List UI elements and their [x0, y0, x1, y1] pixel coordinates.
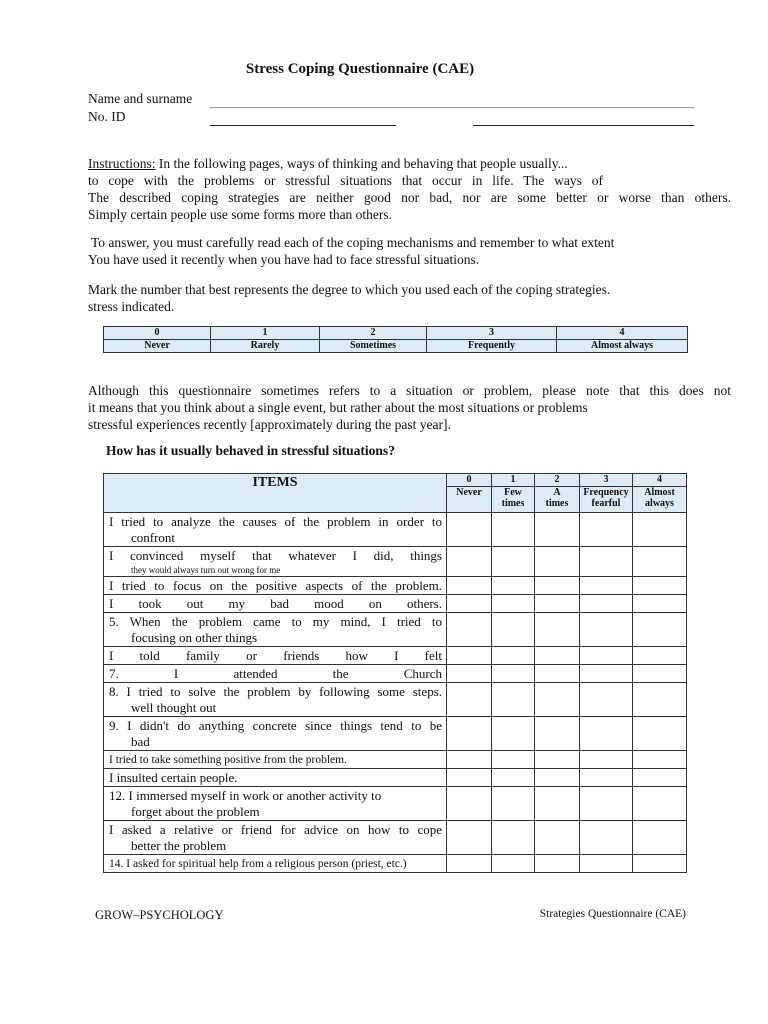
item-line: 8. I tried to solve the problem by following some steps. [109, 684, 442, 699]
note-line: stressful experiences recently [approximately during the past year]. [88, 417, 451, 432]
scale-number: 2 [320, 327, 427, 340]
mark-paragraph [88, 281, 731, 315]
response-cell[interactable] [447, 613, 492, 647]
response-cell[interactable] [580, 665, 633, 683]
table-row [104, 547, 687, 577]
item-line-continued: they would always turn out wrong for me [131, 565, 281, 575]
response-scale-table [103, 326, 688, 353]
response-cell[interactable] [492, 595, 535, 613]
response-cell[interactable] [633, 855, 687, 873]
response-cell[interactable] [447, 821, 492, 855]
item-line: I asked a relative or friend for advice on how to cope [109, 822, 442, 837]
table-row [104, 513, 687, 547]
column-label-line: times [501, 498, 525, 509]
response-cell[interactable] [492, 787, 535, 821]
item-text [104, 613, 447, 647]
item-line: 14. I asked for spiritual help from a religious person (priest, etc.) [109, 858, 407, 870]
item-text [104, 665, 447, 683]
response-cell[interactable] [492, 665, 535, 683]
response-cell[interactable] [447, 513, 492, 547]
item-line: I convinced myself that whatever I did, things [109, 548, 442, 563]
items-body [104, 513, 687, 873]
response-cell[interactable] [447, 717, 492, 751]
response-cell[interactable] [535, 513, 580, 547]
response-cell[interactable] [535, 613, 580, 647]
instructions-line: In the following pages, ways of thinking and behaving that people usually... [155, 156, 568, 171]
response-cell[interactable] [492, 769, 535, 787]
response-cell[interactable] [492, 647, 535, 665]
response-cell[interactable] [447, 751, 492, 769]
response-cell[interactable] [492, 821, 535, 855]
item-line: I tried to analyze the causes of the problem in order to [109, 514, 442, 529]
item-text [104, 513, 447, 547]
column-label-line: always [645, 498, 674, 509]
response-cell[interactable] [535, 595, 580, 613]
answer-paragraph [88, 234, 731, 268]
response-cell[interactable] [633, 821, 687, 855]
column-label [492, 487, 535, 513]
response-cell[interactable] [447, 577, 492, 595]
response-cell[interactable] [633, 613, 687, 647]
column-number: 4 [633, 474, 687, 487]
response-cell[interactable] [535, 577, 580, 595]
response-cell[interactable] [535, 665, 580, 683]
scale-number-row [104, 327, 688, 340]
instructions-label: Instructions: [88, 156, 156, 171]
response-cell[interactable] [447, 595, 492, 613]
response-cell[interactable] [580, 647, 633, 665]
response-cell[interactable] [535, 821, 580, 855]
response-cell[interactable] [492, 683, 535, 717]
response-cell[interactable] [580, 751, 633, 769]
scale-label: Rarely [211, 340, 320, 353]
item-line-continued: forget about the problem [131, 804, 260, 819]
table-row [104, 595, 687, 613]
response-cell[interactable] [492, 577, 535, 595]
scale-number: 3 [427, 327, 557, 340]
instructions-line: Simply certain people use some forms more than others. [88, 207, 393, 222]
response-cell[interactable] [535, 717, 580, 751]
item-text [104, 717, 447, 751]
table-row [104, 769, 687, 787]
response-cell[interactable] [447, 855, 492, 873]
response-cell[interactable] [447, 769, 492, 787]
column-label [580, 487, 633, 513]
note-paragraph [88, 382, 731, 433]
scale-number: 4 [557, 327, 688, 340]
item-line-continued: bad [131, 734, 150, 749]
scale-number: 1 [211, 327, 320, 340]
response-cell[interactable] [580, 577, 633, 595]
response-cell[interactable] [535, 787, 580, 821]
response-cell[interactable] [580, 683, 633, 717]
response-cell[interactable] [580, 513, 633, 547]
response-cell[interactable] [447, 787, 492, 821]
instructions-paragraph [88, 155, 731, 223]
answer-line: You have used it recently when you have had to face stressful situations. [88, 252, 480, 267]
instructions-line: to cope with the problems or stressful situations that occur in life. The ways of [88, 173, 603, 188]
response-cell[interactable] [492, 751, 535, 769]
table-header-row [104, 474, 687, 487]
section-question: How has it usually behaved in stressful situations? [106, 443, 395, 458]
response-cell[interactable] [535, 751, 580, 769]
column-number: 1 [492, 474, 535, 487]
item-line-continued: better the problem [131, 838, 227, 853]
response-cell[interactable] [492, 717, 535, 751]
item-text [104, 647, 447, 665]
response-cell[interactable] [447, 547, 492, 577]
scale-label: Never [104, 340, 211, 353]
table-row [104, 717, 687, 751]
response-cell[interactable] [492, 613, 535, 647]
note-line: Although this questionnaire sometimes refers to a situation or problem, please note that this does not [88, 383, 731, 398]
response-cell[interactable] [633, 547, 687, 577]
response-cell[interactable] [633, 787, 687, 821]
response-cell[interactable] [633, 665, 687, 683]
item-text [104, 577, 447, 595]
response-cell[interactable] [535, 547, 580, 577]
name-field-label: Name and surname [88, 91, 193, 106]
column-label-line: fearful [591, 498, 621, 509]
id-field-line[interactable] [210, 125, 396, 126]
column-label-line: Few [504, 487, 522, 498]
response-cell[interactable] [447, 665, 492, 683]
table-row [104, 613, 687, 647]
item-line-continued: well thought out [131, 700, 217, 715]
response-cell[interactable] [633, 513, 687, 547]
instructions-line: The described coping strategies are neither good nor bad, nor are some better or worse than others. [88, 190, 731, 205]
table-row [104, 647, 687, 665]
column-number: 0 [447, 474, 492, 487]
item-text [104, 547, 447, 577]
mark-line: stress indicated. [88, 299, 175, 314]
column-label [447, 487, 492, 513]
item-line: 5. When the problem came to my mind, I tried to [109, 614, 442, 629]
item-text [104, 787, 447, 821]
column-label-line: Frequency [583, 487, 629, 498]
response-cell[interactable] [580, 787, 633, 821]
column-label [633, 487, 687, 513]
response-cell[interactable] [580, 821, 633, 855]
column-label-line: Never [456, 487, 482, 498]
answer-line: To answer, you must carefully read each of the coping mechanisms and remember to what extent [91, 235, 615, 250]
column-number: 2 [535, 474, 580, 487]
response-cell[interactable] [447, 647, 492, 665]
item-line: 7. I attended the Church [109, 666, 442, 681]
column-label-line: A [553, 487, 561, 498]
response-cell[interactable] [492, 855, 535, 873]
mark-line: Mark the number that best represents the degree to which you used each of the coping strategies. [88, 282, 611, 297]
response-cell[interactable] [633, 717, 687, 751]
scale-label: Frequently [427, 340, 557, 353]
items-header: ITEMS [104, 474, 447, 513]
column-label [535, 487, 580, 513]
response-cell[interactable] [580, 855, 633, 873]
item-line: I tried to focus on the positive aspects of the problem. [109, 578, 442, 593]
scale-number: 0 [104, 327, 211, 340]
footer-left: GROW–PSYCHOLOGY [95, 908, 224, 922]
response-cell[interactable] [580, 547, 633, 577]
response-cell[interactable] [580, 595, 633, 613]
item-text [104, 855, 447, 873]
name-field-line[interactable] [210, 107, 694, 108]
item-line-continued: focusing on other things [131, 630, 258, 645]
table-row [104, 665, 687, 683]
column-number: 3 [580, 474, 633, 487]
response-cell[interactable] [447, 683, 492, 717]
response-cell[interactable] [492, 547, 535, 577]
response-cell[interactable] [633, 683, 687, 717]
table-row [104, 821, 687, 855]
item-line: I told family or friends how I felt [109, 648, 442, 663]
response-cell[interactable] [535, 769, 580, 787]
response-cell[interactable] [633, 577, 687, 595]
column-label-line: Almost [644, 487, 675, 498]
item-line-continued: confront [131, 530, 176, 545]
response-cell[interactable] [492, 513, 535, 547]
item-line: I tried to take something positive from the problem. [109, 754, 347, 766]
table-row [104, 855, 687, 873]
item-text [104, 683, 447, 717]
item-text [104, 821, 447, 855]
scale-label: Sometimes [320, 340, 427, 353]
items-table [103, 473, 687, 873]
response-cell[interactable] [633, 769, 687, 787]
id-field-label: No. ID [88, 109, 126, 124]
response-cell[interactable] [633, 647, 687, 665]
response-cell[interactable] [535, 683, 580, 717]
page-title: Stress Coping Questionnaire (CAE) [245, 61, 475, 77]
response-cell[interactable] [580, 717, 633, 751]
footer-right: Strategies Questionnaire (CAE) [539, 908, 686, 920]
table-row [104, 683, 687, 717]
scale-label: Almost always [557, 340, 688, 353]
item-text [104, 769, 447, 787]
table-row [104, 577, 687, 595]
item-line: 12. I immersed myself in work or another activity to [109, 788, 382, 803]
table-row [104, 751, 687, 769]
table-row [104, 787, 687, 821]
column-label-line: times [545, 498, 569, 509]
response-cell[interactable] [580, 769, 633, 787]
response-cell[interactable] [580, 613, 633, 647]
note-line: it means that you think about a single event, but rather about the most situations or problems [88, 400, 588, 415]
response-cell[interactable] [535, 647, 580, 665]
item-text [104, 595, 447, 613]
item-line: I insulted certain people. [109, 770, 238, 785]
scale-label-row [104, 340, 688, 353]
item-text [104, 751, 447, 769]
item-line: 9. I didn't do anything concrete since things tend to be [109, 718, 442, 733]
id-field-line-secondary[interactable] [473, 125, 694, 126]
response-cell[interactable] [535, 855, 580, 873]
response-cell[interactable] [633, 595, 687, 613]
response-cell[interactable] [633, 751, 687, 769]
item-line: I took out my bad mood on others. [109, 596, 442, 611]
